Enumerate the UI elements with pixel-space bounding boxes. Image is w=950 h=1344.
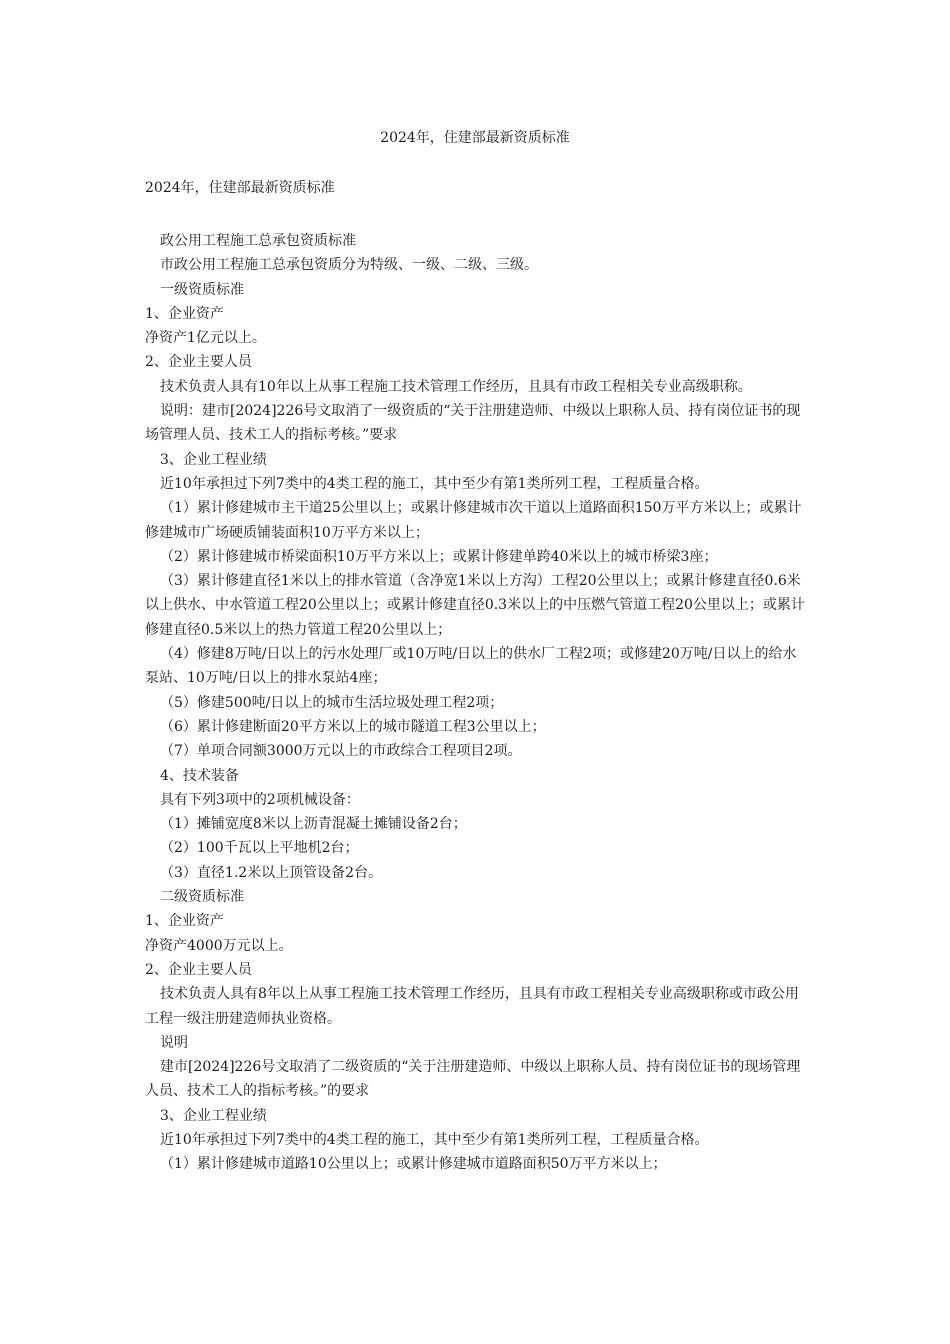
paragraph: 市政公用工程施工总承包资质分为特级、一级、二级、三级。 bbox=[160, 257, 538, 274]
note-label: 说明 bbox=[160, 1034, 188, 1051]
subsection-heading: 3、企业工程业绩 bbox=[160, 1107, 267, 1124]
list-item: （3）累计修建直径1米以上的排水管道（含净宽1米以上方沟）工程20公里以上；或累计修建直径0.6米以上供水、中水管道工程20公里以上；或累计修建直径0.3米以上的中压燃气管道工程20公里以上；或累计修建直径0.5米以上的热力管道工程20公里以上； bbox=[145, 573, 805, 638]
note-paragraph: 建市[2024]226号文取消了二级资质的“关于注册建造师、中级以上职称人员、持有岗位证书的现场管理人员、技术工人的指标考核。”的要求 bbox=[145, 1059, 801, 1100]
paragraph: 具有下列3项中的2项机械设备： bbox=[160, 791, 360, 808]
paragraph: 净资产4000万元以上。 bbox=[145, 937, 293, 954]
list-item: （7）单项合同额3000万元以上的市政综合工程项目2项。 bbox=[160, 743, 522, 760]
list-item: （6）累计修建断面20平方米以上的城市隧道工程3公里以上； bbox=[160, 718, 546, 735]
page-title: 2024年，住建部最新资质标准 bbox=[380, 130, 570, 146]
list-item: （2）累计修建城市桥梁面积10万平方米以上；或累计修建单跨40米以上的城市桥梁3座； bbox=[160, 548, 718, 565]
subsection-heading: 1、企业资产 bbox=[145, 913, 224, 930]
subsection-heading: 2、企业主要人员 bbox=[145, 961, 252, 978]
list-item: （1）摊铺宽度8米以上沥青混凝土摊铺设备2台； bbox=[160, 816, 467, 833]
section-heading: 政公用工程施工总承包资质标准 bbox=[160, 233, 356, 249]
subsection-heading: 1、企业资产 bbox=[145, 305, 224, 322]
document-subtitle: 2024年，住建部最新资质标准 bbox=[145, 180, 335, 196]
list-item: （3）直径1.2米以上顶管设备2台。 bbox=[160, 864, 383, 881]
list-item: （5）修建500吨/日以上的城市生活垃圾处理工程2项； bbox=[160, 694, 504, 711]
paragraph: 技术负责人具有8年以上从事工程施工技术管理工作经历，且具有市政工程相关专业高级职称或市政公用工程一级注册建造师执业资格。 bbox=[145, 986, 799, 1027]
list-item: （1）累计修建城市道路10公里以上；或累计修建城市道路面积50万平方米以上； bbox=[160, 1156, 667, 1173]
list-item: （1）累计修建城市主干道25公里以上；或累计修建城市次干道以上道路面积150万平方米以上；或累计修建城市广场硬质铺装面积10万平方米以上； bbox=[145, 500, 802, 541]
paragraph: 近10年承担过下列7类中的4类工程的施工，其中至少有第1类所列工程，工程质量合格。 bbox=[160, 1131, 709, 1148]
note-paragraph: 说明：建市[2024]226号文取消了一级资质的“关于注册建造师、中级以上职称人员、持有岗位证书的现场管理人员、技术工人的指标考核。”要求 bbox=[145, 403, 801, 444]
list-item: （4）修建8万吨/日以上的污水处理厂或10万吨/日以上的供水厂工程2项；或修建20万吨/日以上的给水泵站、10万吨/日以上的排水泵站4座； bbox=[145, 646, 797, 687]
section-heading: 二级资质标准 bbox=[160, 889, 244, 906]
paragraph: 近10年承担过下列7类中的4类工程的施工，其中至少有第1类所列工程，工程质量合格。 bbox=[160, 475, 709, 492]
paragraph: 净资产1亿元以上。 bbox=[145, 330, 266, 347]
section-heading: 一级资质标准 bbox=[160, 281, 244, 298]
document-body bbox=[145, 229, 805, 1177]
subsection-heading: 4、技术装备 bbox=[160, 767, 239, 784]
list-item: （2）100千瓦以上平地机2台； bbox=[160, 840, 359, 857]
subsection-heading: 3、企业工程业绩 bbox=[160, 451, 267, 468]
subsection-heading: 2、企业主要人员 bbox=[145, 354, 252, 371]
paragraph: 技术负责人具有10年以上从事工程施工技术管理工作经历，且具有市政工程相关专业高级职称。 bbox=[160, 378, 752, 395]
